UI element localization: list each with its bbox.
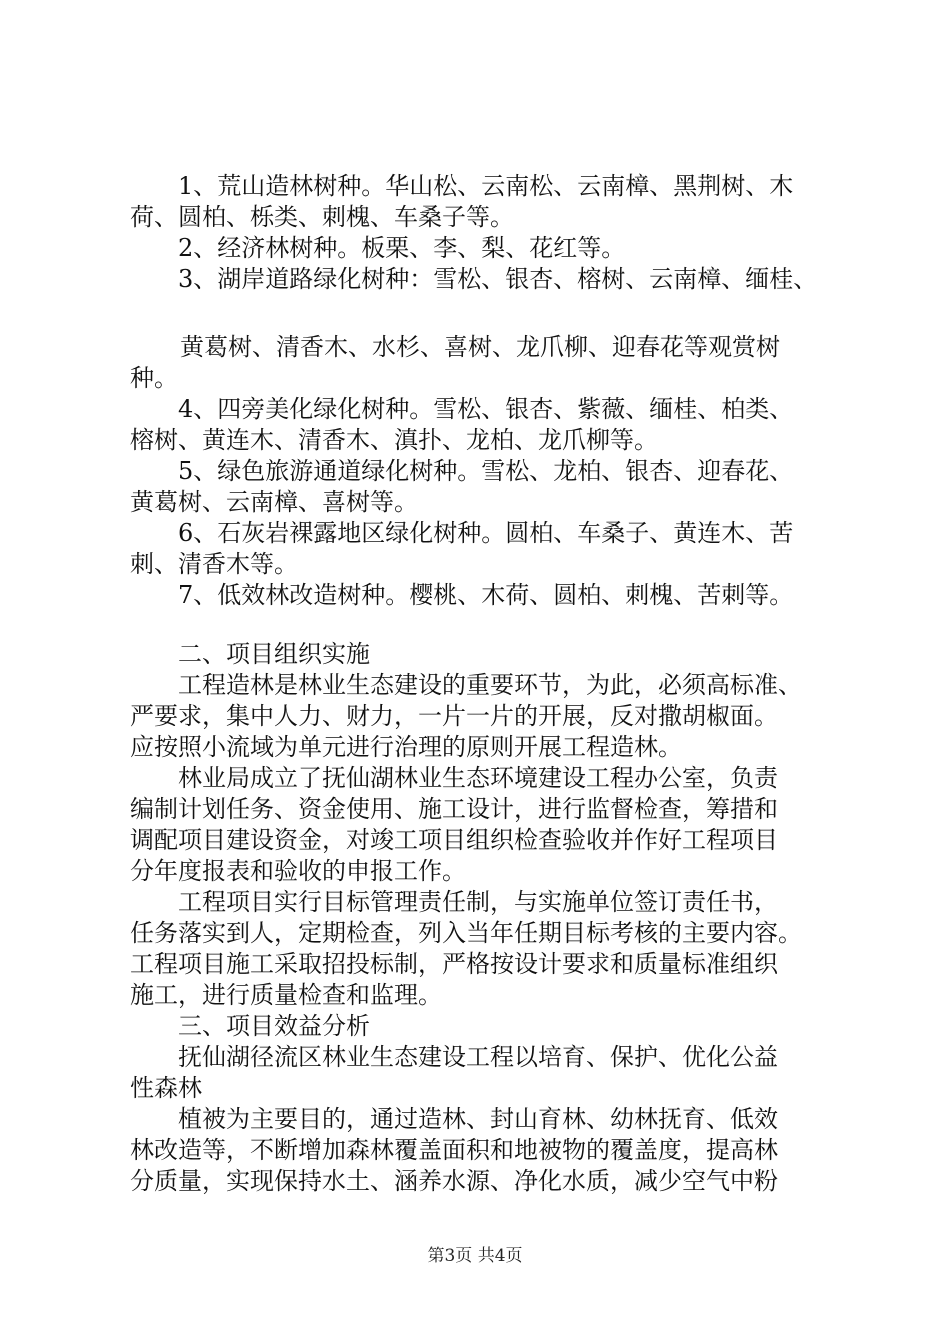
- text-line: 施工，进行质量检查和监理。: [130, 981, 442, 1009]
- text-line: 2、经济林树种。板栗、李、梨、花红等。: [178, 234, 626, 262]
- text-line: 5、绿色旅游通道绿化树种。雪松、龙柏、银杏、迎春花、: [178, 457, 794, 485]
- text-line: 1、荒山造林树种。华山松、云南松、云南樟、黑荆树、木: [178, 172, 794, 200]
- section-heading: 三、项目效益分析: [178, 1012, 370, 1040]
- text-line: 编制计划任务、资金使用、施工设计，进行监督检查，筹措和: [130, 795, 778, 823]
- text-line: 抚仙湖径流区林业生态建设工程以培育、保护、优化公益: [178, 1043, 778, 1071]
- text-line: 严要求，集中人力、财力，一片一片的开展，反对撒胡椒面。: [130, 702, 778, 730]
- text-line: 榕树、黄连木、清香木、滇扑、龙柏、龙爪柳等。: [130, 426, 658, 454]
- document-body: [130, 171, 830, 1197]
- text-line: 荷、圆柏、栎类、刺槐、车桑子等。: [130, 203, 514, 231]
- text-line: 植被为主要目的，通过造林、封山育林、幼林抚育、低效: [178, 1105, 778, 1133]
- text-line: 应按照小流域为单元进行治理的原则开展工程造林。: [130, 733, 682, 761]
- text-line: 3、湖岸道路绿化树种：雪松、银杏、榕树、云南樟、缅桂、: [178, 265, 818, 293]
- section-heading: 二、项目组织实施: [178, 640, 370, 668]
- text-line: 调配项目建设资金，对竣工项目组织检查验收并作好工程项目: [130, 826, 778, 854]
- text-line: 工程造林是林业生态建设的重要环节，为此，必须高标准、: [178, 671, 802, 699]
- text-line: 工程项目施工采取招投标制，严格按设计要求和质量标准组织: [130, 950, 778, 978]
- text-line: 林业局成立了抚仙湖林业生态环境建设工程办公室，负责: [178, 764, 778, 792]
- text-line: 性森林: [130, 1074, 202, 1102]
- text-line: 工程项目实行目标管理责任制，与实施单位签订责任书，: [178, 888, 778, 916]
- text-line: 分质量，实现保持水土、涵养水源、净化水质，减少空气中粉: [130, 1167, 778, 1195]
- page-number-footer: 第3页 共4页: [427, 1246, 523, 1266]
- text-line: 7、低效林改造树种。樱桃、木荷、圆柏、刺槐、苦刺等。: [178, 581, 794, 609]
- text-line: 林改造等，不断增加森林覆盖面积和地被物的覆盖度，提高林: [130, 1136, 778, 1164]
- text-line: 刺、清香木等。: [130, 550, 298, 578]
- text-line: 4、四旁美化绿化树种。雪松、银杏、紫薇、缅桂、柏类、: [178, 395, 794, 423]
- text-line: 黄葛树、清香木、水杉、喜树、龙爪柳、迎春花等观赏树: [180, 333, 780, 361]
- text-line: 黄葛树、云南樟、喜树等。: [130, 488, 418, 516]
- text-line: 任务落实到人，定期检查，列入当年任期目标考核的主要内容。: [130, 919, 802, 947]
- text-line: 6、石灰岩裸露地区绿化树种。圆柏、车桑子、黄连木、苦: [178, 519, 794, 547]
- text-line: 种。: [130, 364, 178, 392]
- text-line: 分年度报表和验收的申报工作。: [130, 857, 466, 885]
